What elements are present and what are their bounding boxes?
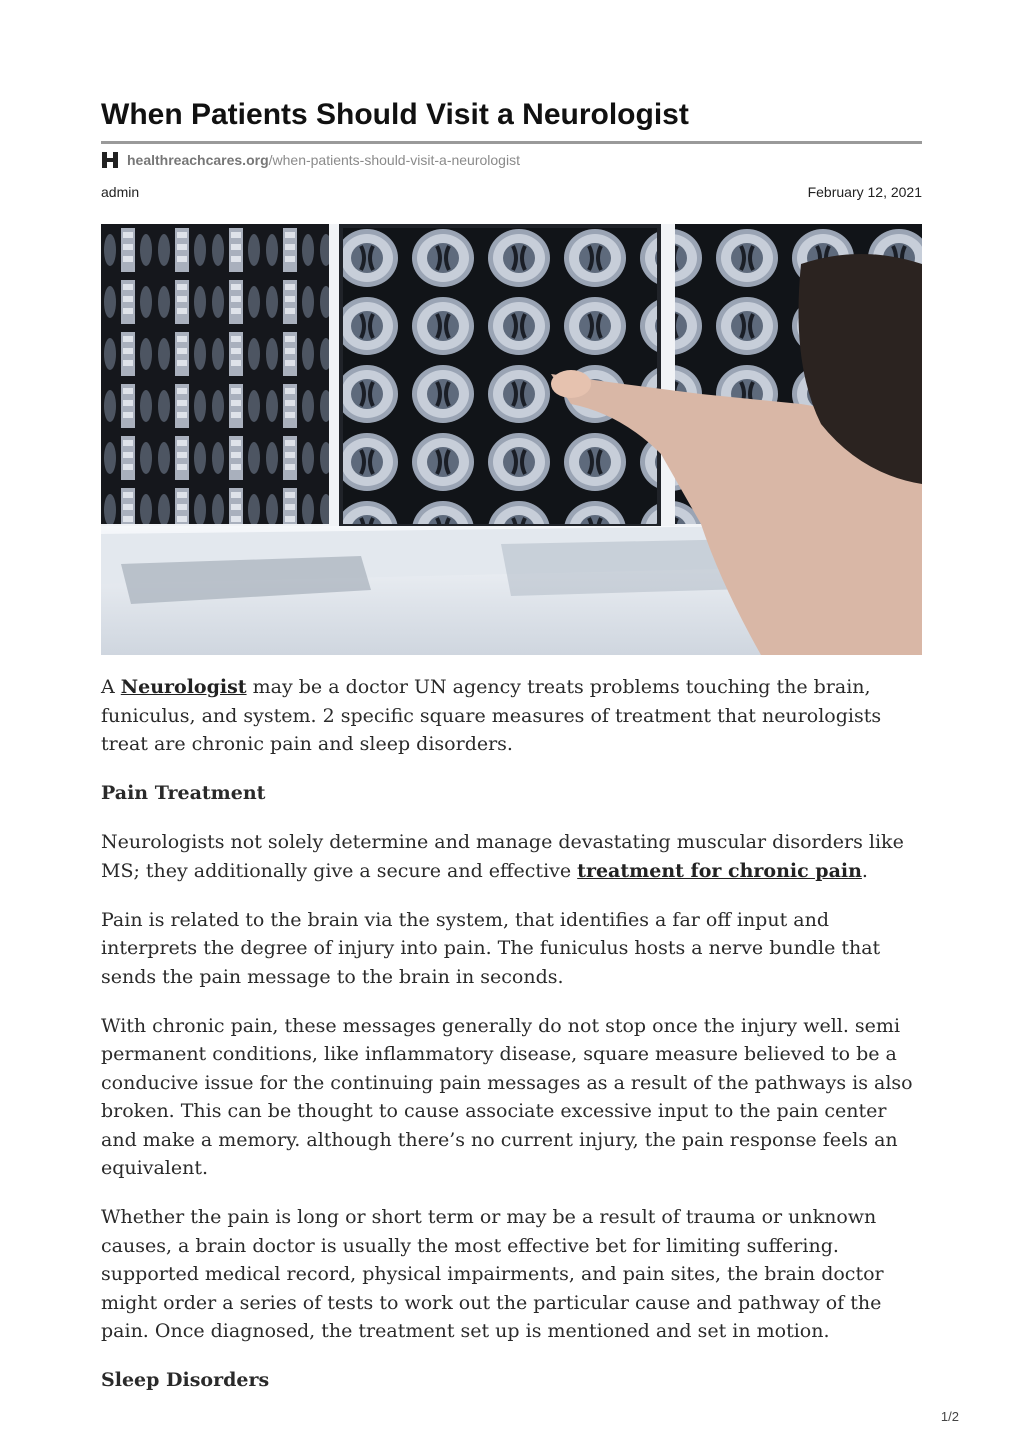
mri-illustration — [101, 224, 922, 655]
paragraph-brain-doctor: Whether the pain is long or short term or may be a result of trauma or unknown causes, a brain doctor is usually the most effective bet for limiting suffering. supported medical record, physical impairments, and pain sites, the brain doctor might order a series of tests to work out the particular cause and pathway of the pain. Once diagnosed, the treatment set up is mentioned and set in motion. — [101, 1206, 884, 1342]
paragraph-chronic-pain: With chronic pain, these messages generally do not stop once the injury well. semi permanent conditions, like inflammatory disease, square measure believed to be a conducive issue for the continuing pain messages as a result of the pathways is also broken. This can be thought to cause associate excessive input to the pain center and make a memory. although there’s no current injury, the pain response feels an equivalent. — [101, 1014, 913, 1179]
heading-pain-treatment: Pain Treatment — [101, 782, 266, 804]
paragraph-neurologists-end: . — [861, 859, 868, 882]
publish-date: February 12, 2021 — [807, 184, 922, 200]
paragraph-neurologists-text: Neurologists not solely determine and manage devastating muscular disorders like MS; they additionally give a secure and effective — [101, 831, 904, 882]
heading-sleep-disorders: Sleep Disorders — [101, 1369, 270, 1391]
page-title: When Patients Should Visit a Neurologist — [101, 98, 689, 131]
chronic-pain-link[interactable]: treatment for chronic pain — [577, 859, 862, 882]
site-logo-icon — [101, 151, 119, 169]
intro-prefix: A — [101, 676, 121, 698]
intro-rest: may be a doctor UN agency treats problems touching the brain, funiculus, and system. 2 specific square measures of treatment that neurologists treat are chronic pain and sleep disorders. — [101, 676, 882, 755]
source-domain: healthreachcares.org — [127, 152, 269, 168]
author-name: admin — [101, 184, 140, 200]
source-url[interactable] — [101, 150, 520, 170]
hero-image-mri-scans — [101, 224, 922, 655]
intro-paragraph — [101, 673, 922, 759]
source-path: /when-patients-should-visit-a-neurologist — [268, 152, 520, 168]
page-number: 1/2 — [940, 1409, 959, 1424]
neurologist-link[interactable]: Neurologist — [120, 676, 247, 698]
title-divider — [101, 141, 922, 144]
article-meta — [101, 184, 922, 200]
paragraph-neurologists — [101, 828, 922, 885]
paragraph-pain-brain: Pain is related to the brain via the system, that identifies a far off input and interprets the degree of injury into pain. The funiculus hosts a nerve bundle that sends the pain message to the brain in seconds. — [101, 908, 881, 988]
article-body — [101, 673, 922, 1415]
